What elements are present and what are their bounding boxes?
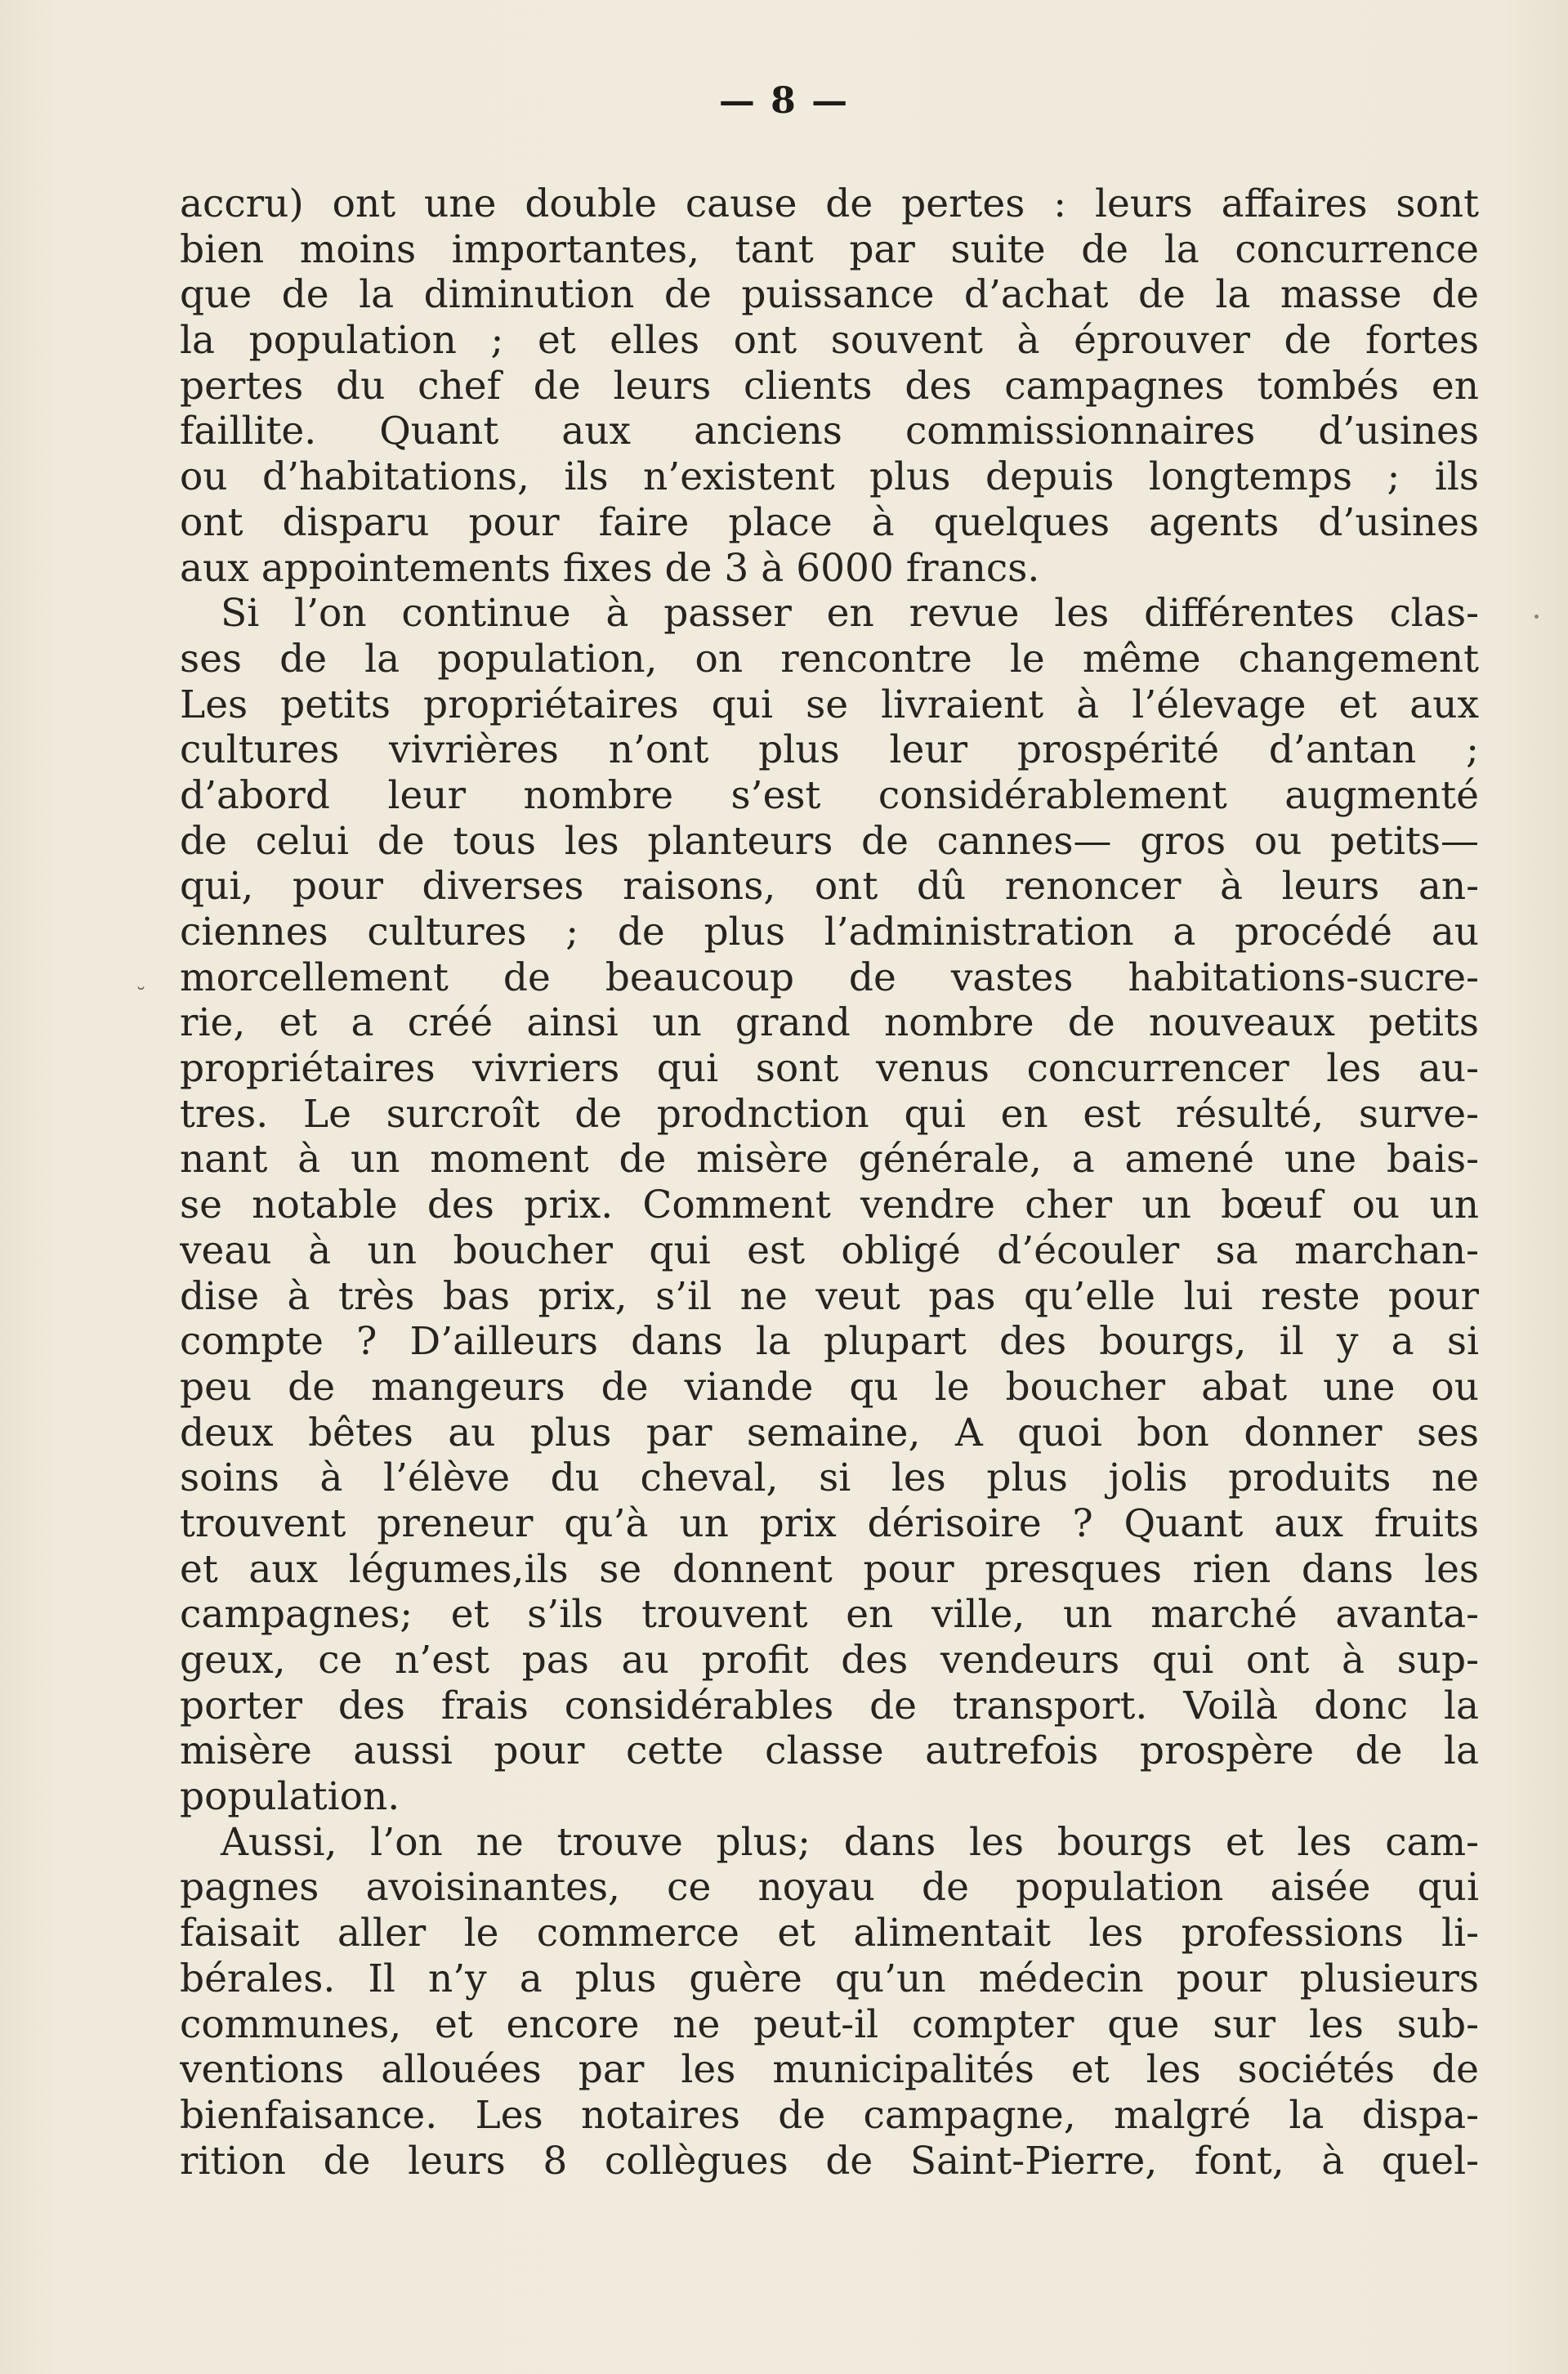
body-text [180,181,1479,2184]
text-line: communes, et encore ne peut-il compter que sur les sub- [180,2001,1479,2047]
text-line: pertes du chef de leurs clients des campagnes tombés en [180,363,1479,409]
text-line: population. [180,1774,400,1820]
text-line: la population ; et elles ont souvent à éprouver de fortes [180,318,1479,364]
text-line: d’abord leur nombre s’est considérablement augmenté [180,772,1479,818]
text-line: ses de la population, on rencontre le même changement [180,636,1479,682]
page-number: — 8 — [718,80,850,122]
text-line: misère aussi pour cette classe autrefois prospère de la [180,1728,1479,1774]
text-line: de celui de tous les planteurs de cannes— gros ou petits— [180,818,1479,864]
text-line: Les petits propriétaires qui se livraient à l’élevage et aux [180,682,1479,727]
margin-dot [1534,615,1539,619]
text-line: ciennes cultures ; de plus l’administration a procédé au [180,910,1479,955]
paragraph-2 [180,591,1479,1820]
text-line: propriétaires vivriers qui sont venus concurrencer les au- [180,1046,1479,1092]
text-line: ou d’habitations, ils n’existent plus depuis longtemps ; ils [180,454,1479,500]
text-line: qui, pour diverses raisons, ont dû renoncer à leurs an- [180,864,1479,910]
text-line: Si l’on continue à passer en revue les différentes clas- [221,591,1479,637]
text-line: cultures vivrières n’ont plus leur prospérité d’antan ; [180,727,1479,773]
text-line: aux appointements fixes de 3 à 6000 francs. [180,545,1040,591]
text-line: peu de mangeurs de viande qu le boucher abat une ou [180,1364,1479,1410]
text-line: et aux légumes,ils se donnent pour presques rien dans les [180,1546,1479,1592]
margin-tick-mark: ˘ [136,985,146,1009]
text-line: porter des frais considérables de transport. Voilà donc la [180,1683,1479,1728]
text-line: morcellement de beaucoup de vastes habitations-sucre- [180,955,1479,1000]
text-line: trouvent preneur qu’à un prix dérisoire ? Quant aux fruits [180,1500,1479,1546]
text-line: se notable des prix. Comment vendre cher un bœuf ou un [180,1183,1479,1228]
text-line: ventions allouées par les municipalités et les sociétés de [180,2047,1479,2093]
text-line: bienfaisance. Les notaires de campagne, malgré la dispa- [180,2092,1479,2138]
text-line: geux, ce n’est pas au profit des vendeurs qui ont à sup- [180,1638,1479,1683]
text-line: dise à très bas prix, s’il ne veut pas qu’elle lui reste pour [180,1273,1479,1319]
text-line: bérales. Il n’y a plus guère qu’un médecin pour plusieurs [180,1956,1479,2001]
text-line: pagnes avoisinantes, ce noyau de population aisée qui [180,1865,1479,1911]
text-line: accru) ont une double cause de pertes : leurs affaires sont [180,181,1479,226]
text-line: Aussi, l’on ne trouve plus; dans les bourgs et les cam- [221,1819,1479,1865]
text-line: ont disparu pour faire place à quelques agents d’usines [180,499,1479,545]
text-line: tres. Le surcroît de prodnction qui en est résulté, surve- [180,1091,1479,1137]
text-line: soins à l’élève du cheval, si les plus jolis produits ne [180,1455,1479,1501]
paragraph-3 [180,1820,1479,2184]
text-line: compte ? D’ailleurs dans la plupart des bourgs, il y a si [180,1319,1479,1365]
text-line: nant à un moment de misère générale, a amené une bais- [180,1137,1479,1183]
text-line: campagnes; et s’ils trouvent en ville, un marché avanta- [180,1592,1479,1638]
text-line: deux bêtes au plus par semaine, A quoi bon donner ses [180,1410,1479,1455]
text-line: faisait aller le commerce et alimentait les professions li- [180,1911,1479,1956]
text-line: que de la diminution de puissance d’achat de la masse de [180,272,1479,318]
text-line: rition de leurs 8 collègues de Saint-Pierre, font, à quel- [180,2138,1479,2184]
text-line: veau à un boucher qui est obligé d’écouler sa marchan- [180,1227,1479,1273]
paragraph-1 [180,181,1479,591]
text-line: bien moins importantes, tant par suite de la concurrence [180,226,1479,272]
text-line: faillite. Quant aux anciens commissionnaires d’usines [180,409,1479,454]
text-line: rie, et a créé ainsi un grand nombre de nouveaux petits [180,1000,1479,1046]
